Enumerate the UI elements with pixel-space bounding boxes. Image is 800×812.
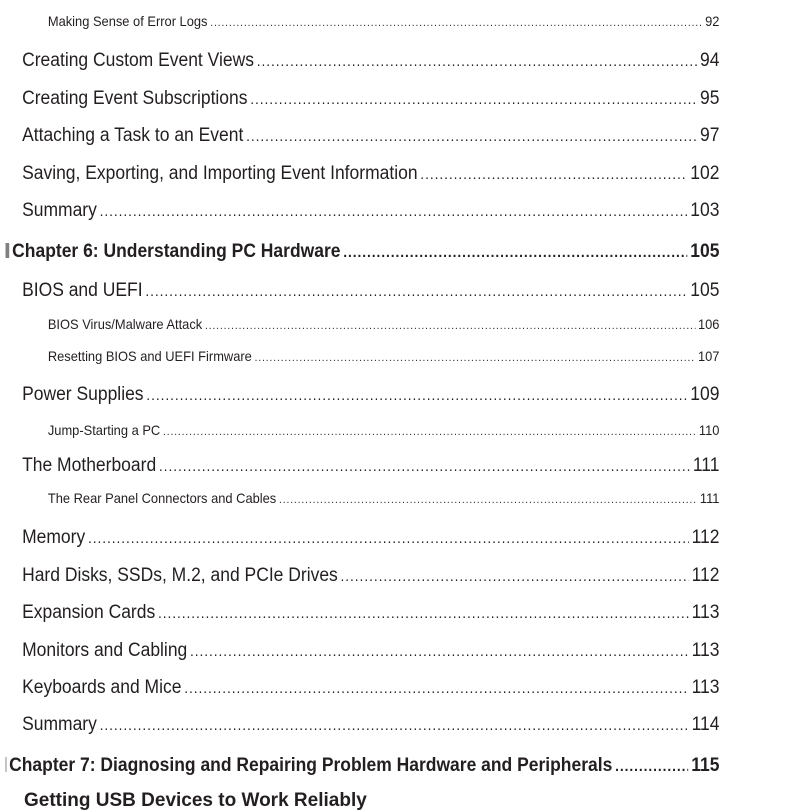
dot-leader [205,320,695,332]
page-number: 109 [690,384,720,405]
dot-leader [158,605,689,622]
dot-leader [184,680,689,697]
page-number: 112 [691,565,720,586]
entry-title: Creating Custom Event Views [22,50,254,71]
page-number: 111 [699,490,720,506]
page-number: 97 [699,125,720,146]
dot-leader [279,494,697,506]
dot-leader [163,426,696,438]
dot-leader [255,352,696,364]
toc-entry[interactable] [0,50,736,72]
page-number: 105 [690,280,720,301]
page-number: 112 [691,527,720,548]
toc-entry[interactable] [0,527,736,549]
dot-leader [146,387,687,404]
entry-title: Chapter 6: Understanding PC Hardware [12,241,341,262]
toc-entry[interactable] [0,125,736,147]
toc-entry[interactable] [0,200,736,222]
page-number: 113 [691,677,720,698]
entry-title: Attaching a Task to an Event [22,125,244,146]
toc-entry[interactable] [0,677,736,699]
toc-entry[interactable] [0,316,736,332]
dot-leader [100,717,689,734]
dot-leader [100,203,688,220]
toc-entry[interactable] [0,348,736,364]
page-number: 106 [697,316,720,332]
entry-title: Resetting BIOS and UEFI Firmware [47,348,252,364]
page-number: 95 [699,88,720,109]
toc-entry[interactable] [0,565,736,587]
dot-leader [343,244,687,261]
toc-entry[interactable] [0,13,736,29]
entry-title: The Motherboard [22,455,157,476]
toc-entry[interactable] [0,490,736,506]
page-number: 110 [698,422,720,438]
dot-leader [246,128,697,145]
entry-title: Jump-Starting a PC [47,422,161,438]
toc-entry[interactable] [0,455,736,477]
dot-leader [420,166,687,183]
entry-title: Memory [22,527,86,548]
toc-entry[interactable] [0,422,736,438]
toc-entry[interactable] [0,640,736,662]
toc-entry[interactable] [0,384,736,406]
dot-leader [159,458,690,475]
entry-title: The Rear Panel Connectors and Cables [47,490,277,506]
entry-title: Summary [22,200,97,221]
page-number: 103 [690,200,720,221]
entry-title: Saving, Exporting, and Importing Event Information [22,163,418,184]
page-number: 113 [691,640,720,661]
dot-leader [615,758,688,775]
toc-entry[interactable] [0,88,736,110]
entry-title: Hard Disks, SSDs, M.2, and PCIe Drives [22,565,338,586]
page-number: 92 [705,13,720,29]
page-number: 115 [691,755,720,776]
page-number: 107 [697,348,720,364]
dot-leader [145,283,687,300]
entry-title: Keyboards and Mice [22,677,182,698]
dot-leader [257,53,698,70]
toc-entry[interactable] [0,280,736,302]
dot-leader [210,17,702,29]
chapter-marker-icon [6,243,10,258]
dot-leader [88,530,689,547]
entry-title: Creating Event Subscriptions [22,88,248,109]
page-number: 113 [691,602,720,623]
page-number: 105 [690,241,720,262]
entry-title: Chapter 7: Diagnosing and Repairing Problem Hardware and Peripherals [9,755,613,776]
page-number: 102 [690,163,720,184]
entry-title: Expansion Cards [22,602,156,623]
entry-title: Making Sense of Error Logs [47,13,208,29]
chapter-marker-icon [6,757,7,772]
dot-leader [341,568,689,585]
toc-entry[interactable] [0,714,736,736]
page-number: 94 [699,50,720,71]
chapter-entry[interactable] [0,755,736,777]
cut-off-entry: Getting USB Devices to Work Reliably [24,790,367,811]
entry-title: BIOS and UEFI [22,280,143,301]
chapter-entry[interactable] [0,241,736,263]
page-number: 111 [692,455,720,476]
dot-leader [190,643,689,660]
entry-title: Power Supplies [22,384,144,405]
entry-title: BIOS Virus/Malware Attack [47,316,203,332]
dot-leader [250,91,697,108]
entry-title: Monitors and Cabling [22,640,188,661]
toc-entry[interactable] [0,163,736,185]
page-number: 114 [691,714,720,735]
entry-title: Summary [22,714,97,735]
toc-entry[interactable] [0,602,736,624]
